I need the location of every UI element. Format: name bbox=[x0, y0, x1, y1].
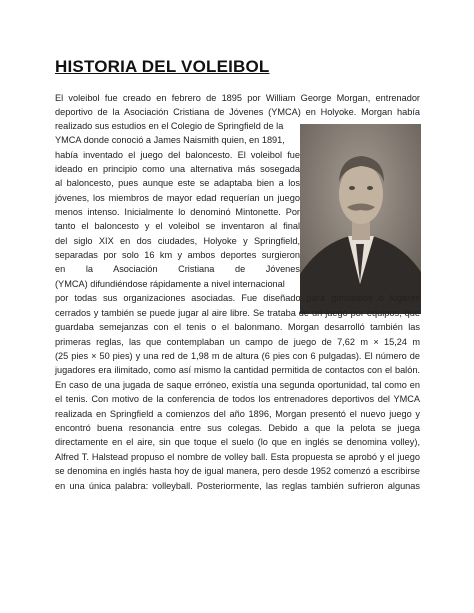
text-line: (25 pies × 50 pies) y una red de 1,98 m de altura (6 pies con 6 pulgadas). El número de bbox=[55, 351, 420, 361]
text-line: separadas por solo 16 km y ambos deportes surgieron bbox=[55, 250, 300, 260]
text-line: el tenis. Con motivo de la conferencia de todos los entrenadores deportivos del YMCA bbox=[55, 394, 420, 404]
text-line: cerrados y también se puede jugar al aire libre. Se trataba de un juego por equipos, que bbox=[55, 308, 420, 318]
text-line: realizada en Springfield a comienzos del año 1896, Morgan presentó el nuevo juego y bbox=[55, 409, 420, 419]
text-line: deportivo de la Asociación Cristiana de Jóvenes (YMCA) en Holyoke. Morgan había bbox=[55, 107, 420, 117]
portrait-image bbox=[300, 124, 421, 314]
text-line: El voleibol fue creado en febrero de 1895 por William George Morgan, entrenador bbox=[55, 93, 420, 103]
text-line: YMCA donde conoció a James Naismith quien, en 1891, bbox=[55, 135, 285, 145]
text-line: menos intenso. Inicialmente lo denominó Mintonette. Por bbox=[55, 207, 300, 217]
text-line: En caso de una jugada de saque erróneo, existía una segunda oportunidad, tal como en bbox=[55, 380, 420, 390]
text-line: (YMCA) difundiéndose rápidamente a nivel internacional bbox=[55, 279, 285, 289]
text-line: se denomina en inglés hasta hoy de igual manera, pero desde 1952 comenzó a escribirse bbox=[55, 466, 420, 476]
text-line: ideado en principio como una alternativa más sosegada bbox=[55, 164, 300, 174]
portrait-photo bbox=[300, 124, 421, 314]
text-line: Alfred T. Halstead propuso el nombre de volley ball. Esta propuesta se aprobó y el juego bbox=[55, 452, 420, 462]
text-line: guardaba semejanzas con el tenis o el balonmano. Morgan desarrolló también las bbox=[55, 322, 420, 332]
text-line: al baloncesto, pues aunque este se adaptaba bien a los bbox=[55, 178, 300, 188]
text-line: del siglo XIX en dos ciudades, Holyoke y Springfield, bbox=[55, 236, 300, 246]
text-line: encontró buena resonancia entre sus colegas. Debido a que la pelota se juega bbox=[55, 423, 420, 433]
text-line: realizado sus estudios en el Colegio de Springfield de la bbox=[55, 121, 284, 131]
text-line: jóvenes, los miembros de mayor edad requerían un juego bbox=[55, 193, 300, 203]
text-line: directamente en el aire, sin que toque el suelo (lo que en inglés se denomina volley), bbox=[55, 437, 420, 447]
text-line: había inventado el juego del baloncesto. El voleibol fue bbox=[55, 150, 300, 160]
document-title: HISTORIA DEL VOLEIBOL bbox=[55, 57, 270, 76]
text-line: en la Asociación Cristiana de Jóvenes bbox=[55, 264, 300, 274]
text-line: primeras reglas, las que contemplaban un campo de juego de 7,62 m × 15,24 m bbox=[55, 337, 420, 347]
text-line: jugadores era ilimitado, como así mismo la cantidad permitida de contactos con el balón. bbox=[55, 365, 420, 375]
text-line: en una única palabra: volleyball. Posteriormente, las reglas también sufrieron algunas bbox=[55, 481, 420, 491]
text-line: tanto el baloncesto y el voleibol se inventaron al final bbox=[55, 221, 300, 231]
text-line: por todas sus organizaciones asociadas. Fue diseñado para gimnasios o lugares bbox=[55, 293, 420, 303]
